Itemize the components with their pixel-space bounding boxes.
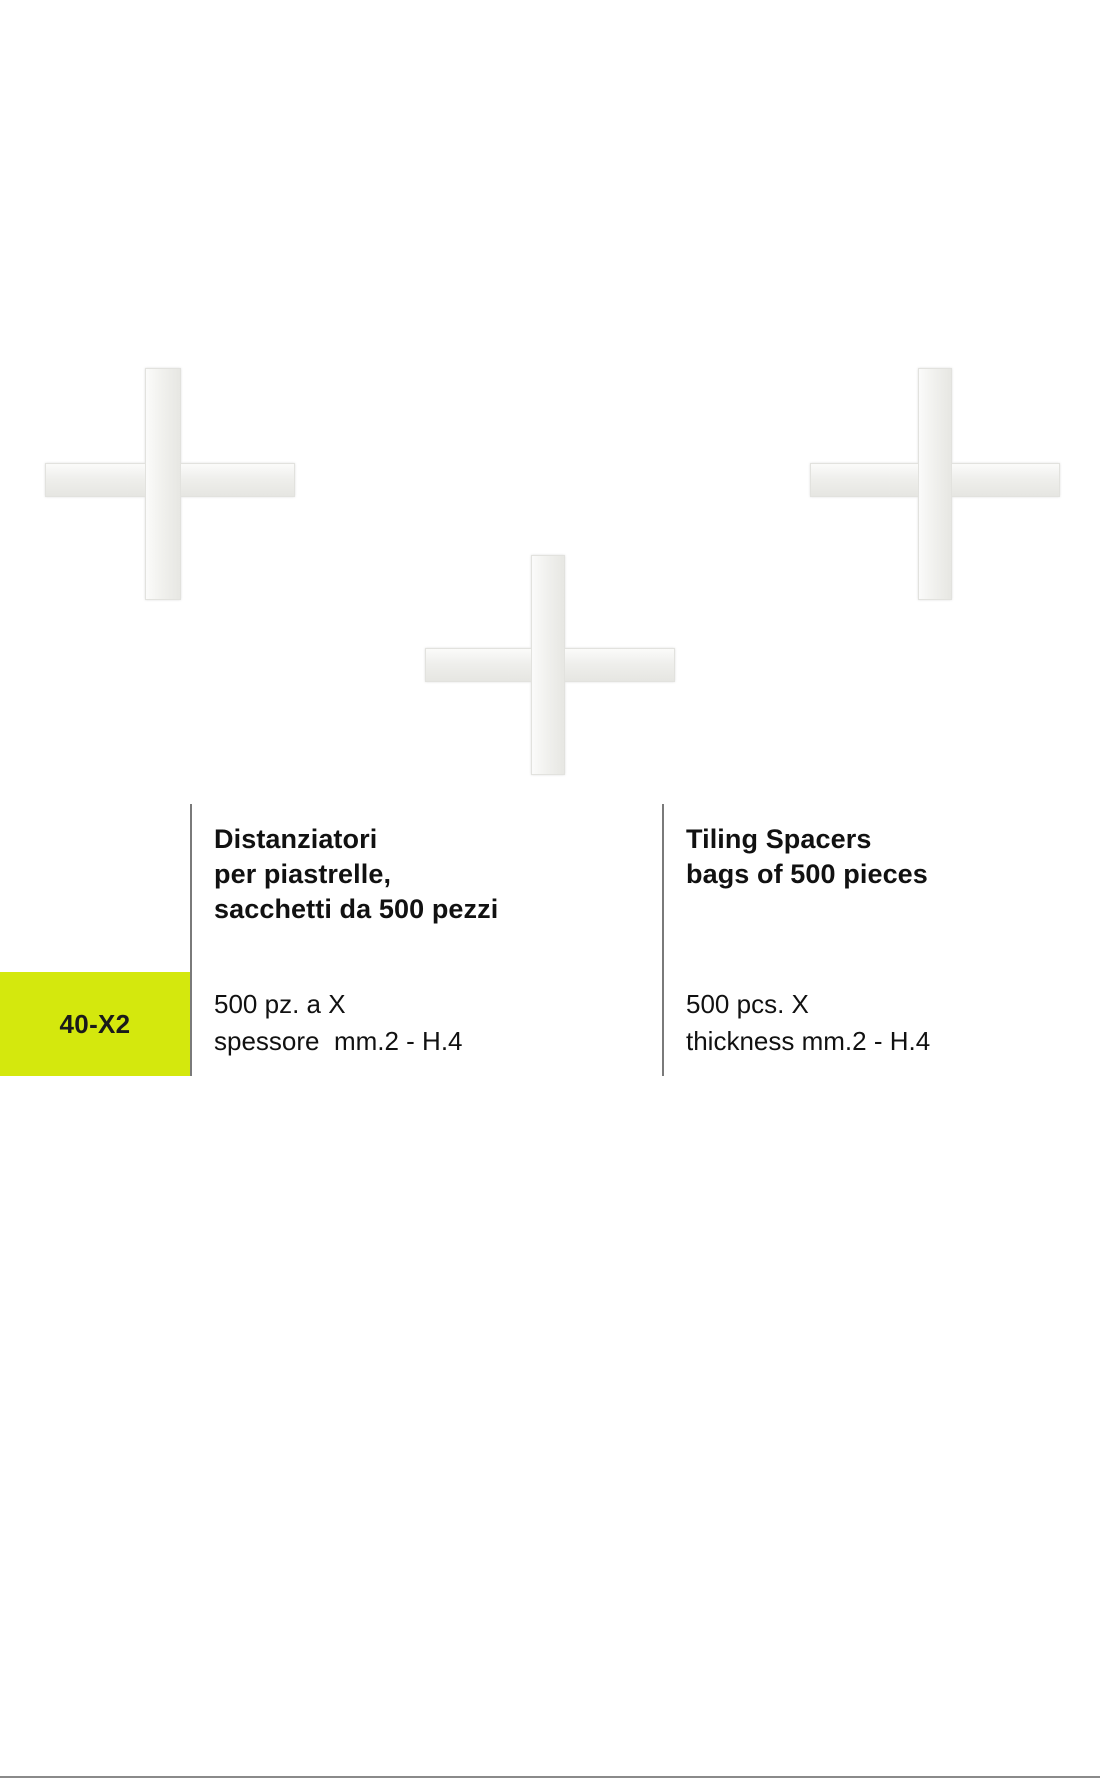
row-english-line-2: thickness mm.2 - H.4 xyxy=(686,1025,931,1056)
row-english-line-1: 500 pcs. X xyxy=(686,989,809,1019)
product-code-badge: 40-X2 xyxy=(0,972,190,1076)
header-italian-line-2: per piastrelle, xyxy=(214,859,392,890)
header-italian-line-3: sacchetti da 500 pezzi xyxy=(214,894,499,925)
tile-spacer-top-left xyxy=(45,368,295,600)
row-description-english xyxy=(662,972,1100,1076)
table-header-row xyxy=(0,804,1100,972)
header-italian-line-1: Distanziatori xyxy=(214,824,378,854)
tile-spacer-top-right xyxy=(810,368,1060,600)
spacer-vertical-arm xyxy=(531,555,565,775)
product-image xyxy=(0,0,1100,800)
header-description-italian xyxy=(190,804,662,972)
row-italian-line-2: spessore mm.2 - H.4 xyxy=(214,1025,463,1056)
tile-spacer-bottom-center xyxy=(425,555,675,775)
spacer-vertical-arm xyxy=(918,368,952,600)
table-row xyxy=(0,972,1100,1076)
header-english-line-2: bags of 500 pieces xyxy=(686,859,928,890)
header-english-line-1: Tiling Spacers xyxy=(686,824,872,854)
row-description-italian xyxy=(190,972,662,1076)
header-description-english xyxy=(662,804,1100,972)
row-italian-line-1: 500 pz. a X xyxy=(214,989,346,1019)
specification-table xyxy=(0,804,1100,1076)
spacer-vertical-arm xyxy=(145,368,181,600)
header-code-cell xyxy=(0,804,190,972)
